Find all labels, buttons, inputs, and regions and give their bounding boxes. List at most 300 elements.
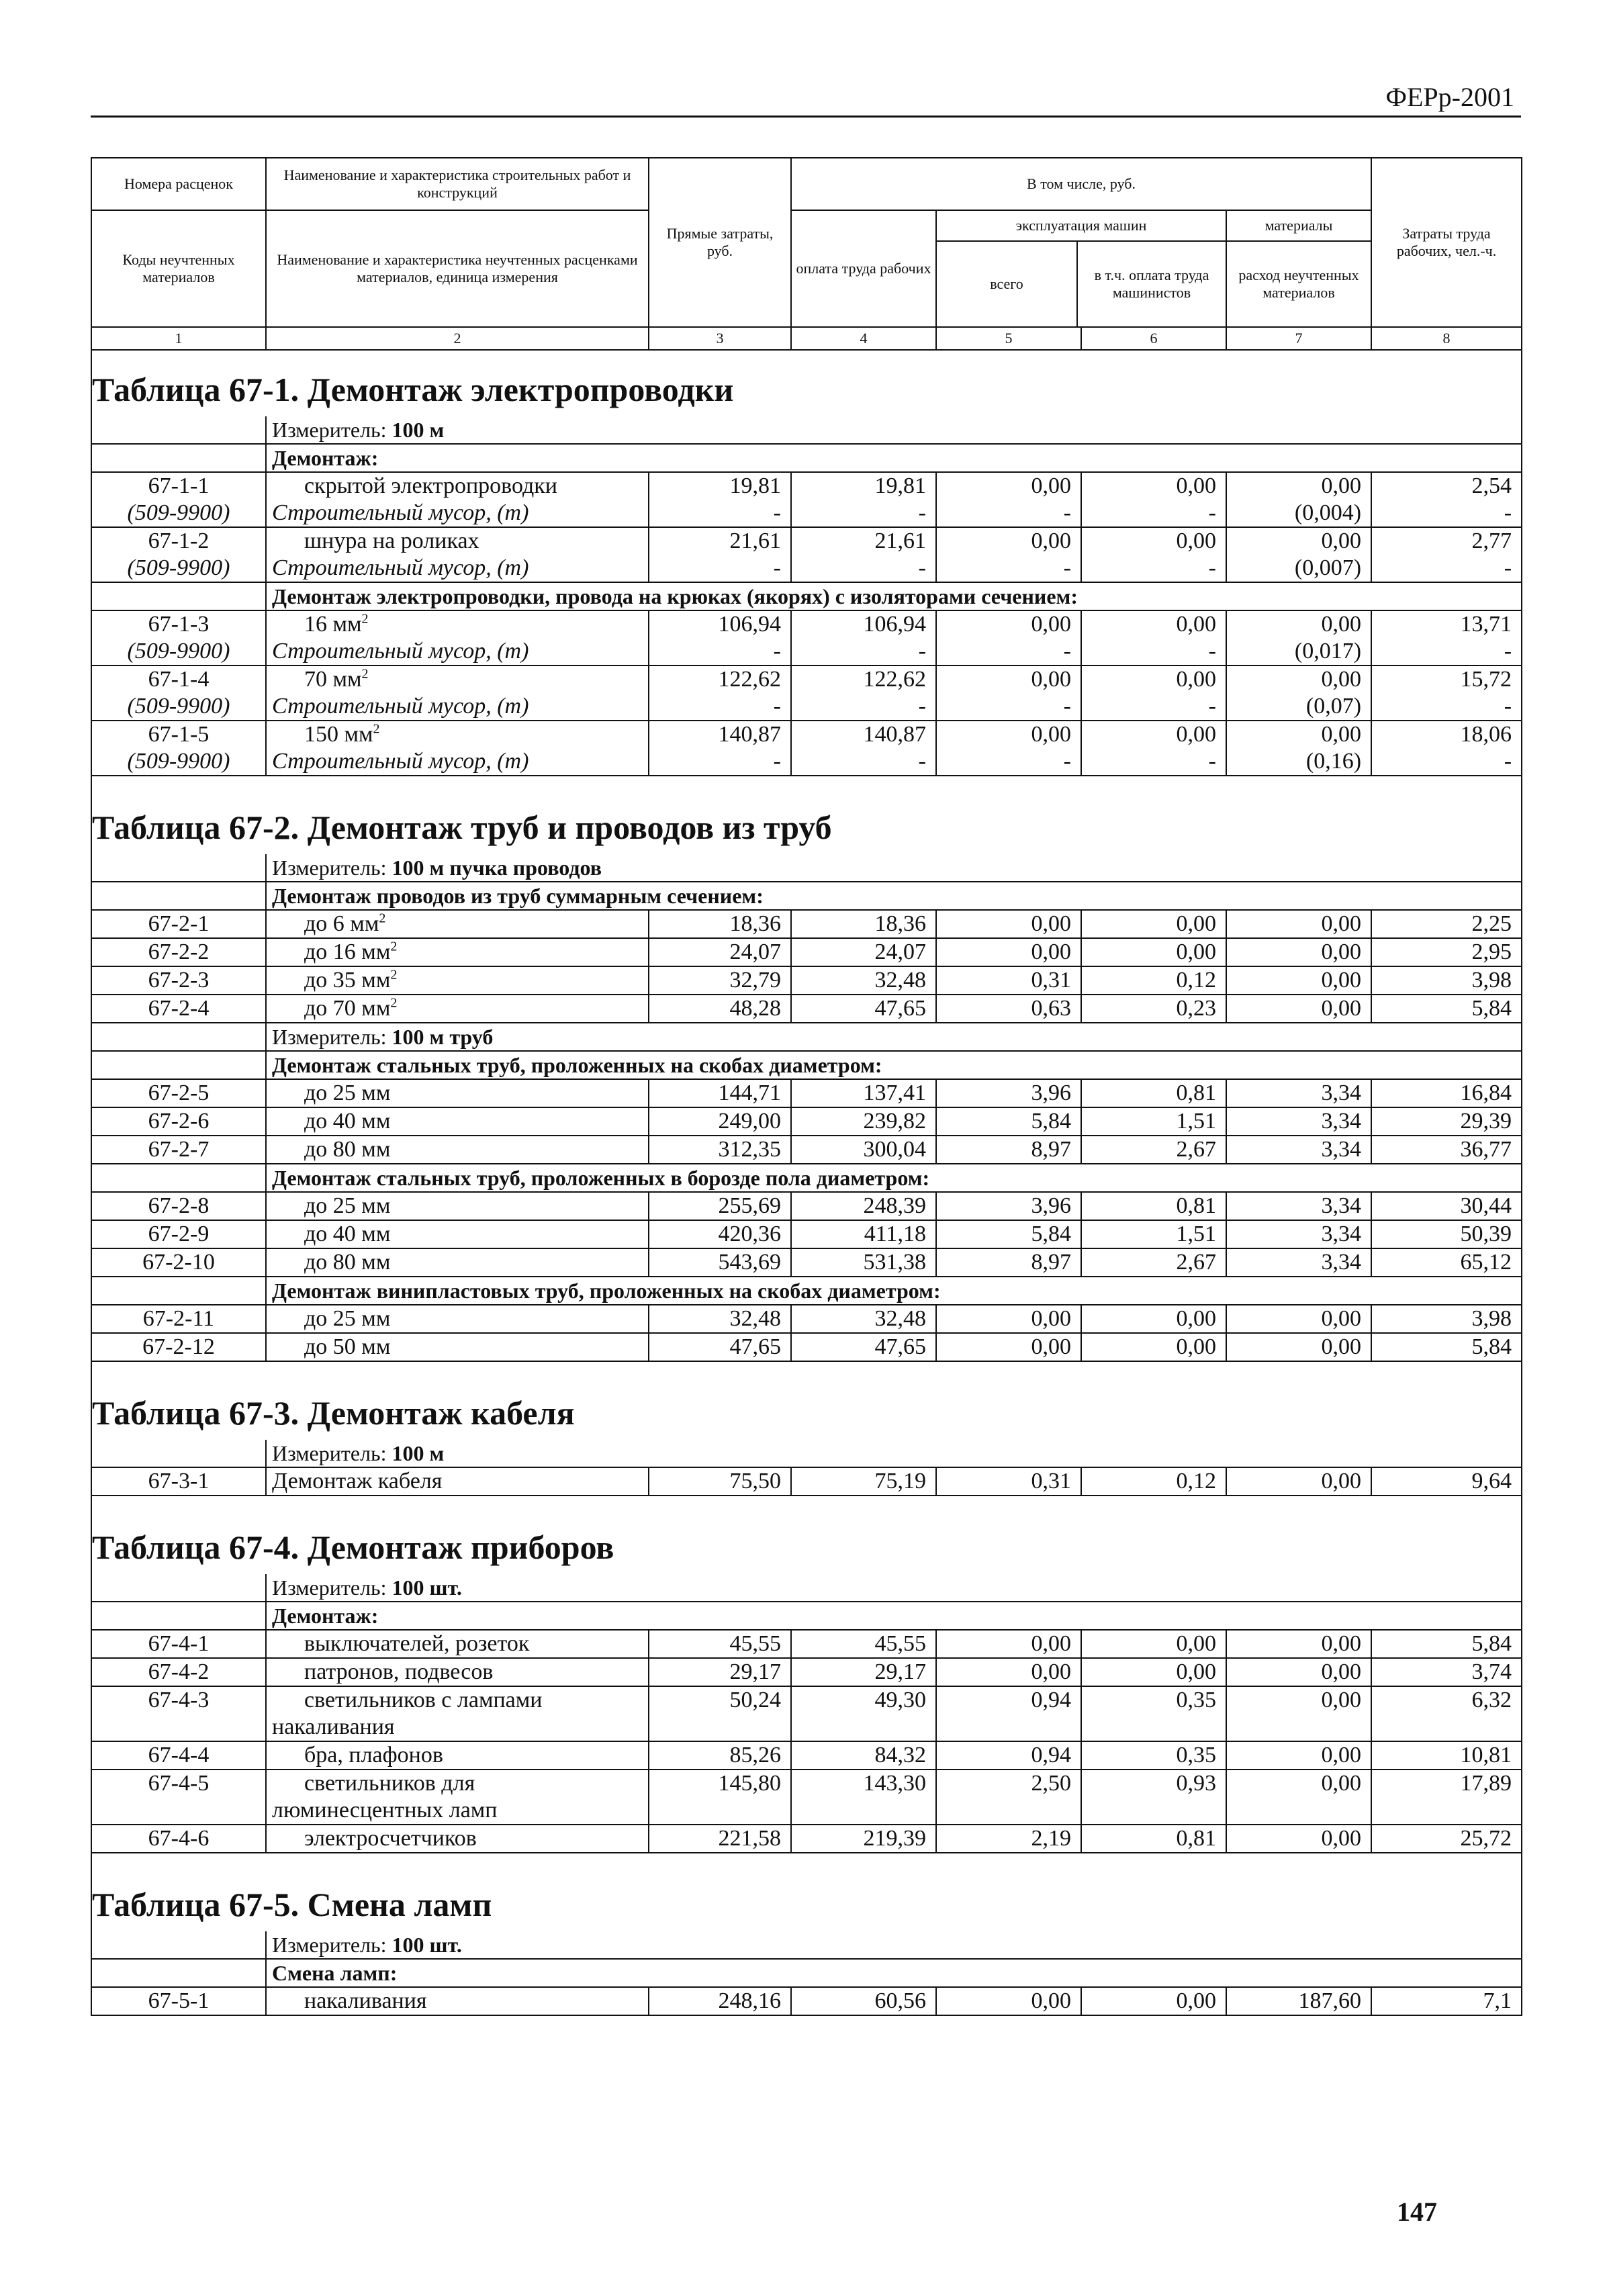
measure-row xyxy=(91,1440,1522,1467)
measure-spacer xyxy=(91,1440,266,1467)
labor-hours: 16,84 xyxy=(1371,1079,1522,1107)
labor-hours: 17,89 xyxy=(1371,1770,1522,1825)
column-number: 7 xyxy=(1226,327,1371,350)
measure-value: 100 шт. xyxy=(392,1933,462,1957)
machines-total: 2,50 xyxy=(936,1770,1081,1825)
labor-pay: 75,19 xyxy=(791,1467,936,1496)
measure-label: Измеритель: xyxy=(272,1933,387,1957)
work-name-text: до 70 мм xyxy=(304,996,391,1021)
material-name: Строительный мусор, (т) xyxy=(266,638,649,665)
table-row xyxy=(91,1136,1522,1164)
work-name xyxy=(266,1825,649,1853)
direct-cost: 122,62 xyxy=(649,665,791,693)
machines-total: 0,00 xyxy=(936,1987,1081,2015)
work-name xyxy=(266,938,649,966)
material-machines-total: - xyxy=(936,748,1081,776)
labor-pay: 106,94 xyxy=(791,610,936,638)
rate-code: 67-2-1 xyxy=(91,910,266,938)
labor-hours: 5,84 xyxy=(1371,1333,1522,1361)
subheader: Демонтаж стальных труб, проложенных на скобах диаметром: xyxy=(266,1051,1522,1079)
materials: 3,34 xyxy=(1226,1220,1371,1248)
material-row xyxy=(91,748,1522,776)
material-machinist-pay: - xyxy=(1081,500,1226,527)
materials: 0,00 xyxy=(1226,1825,1371,1853)
work-name-text: 150 мм xyxy=(304,722,373,747)
work-name-text: до 80 мм xyxy=(304,1137,391,1162)
machinist-pay: 2,67 xyxy=(1081,1248,1226,1277)
table-row xyxy=(91,1770,1522,1825)
table-row xyxy=(91,1220,1522,1248)
labor-hours: 7,1 xyxy=(1371,1987,1522,2015)
subheader: Демонтаж винипластовых труб, проложенных на скобах диаметром: xyxy=(266,1277,1522,1305)
machinist-pay: 0,00 xyxy=(1081,938,1226,966)
labor-hours: 3,74 xyxy=(1371,1658,1522,1686)
materials: 0,00 xyxy=(1226,1333,1371,1361)
section-title-row xyxy=(91,788,1522,854)
work-name xyxy=(266,1987,649,2015)
work-name xyxy=(266,910,649,938)
direct-cost: 19,81 xyxy=(649,472,791,500)
material-materials: (0,07) xyxy=(1226,693,1371,721)
rate-code: 67-2-5 xyxy=(91,1079,266,1107)
materials: 3,34 xyxy=(1226,1192,1371,1220)
materials: 0,00 xyxy=(1226,665,1371,693)
machines-total: 5,84 xyxy=(936,1220,1081,1248)
machines-total: 0,94 xyxy=(936,1741,1081,1770)
header-col1-bottom: Коды неучтенных материалов xyxy=(91,210,266,327)
material-machines-total: - xyxy=(936,555,1081,582)
table-row xyxy=(91,1079,1522,1107)
table-row xyxy=(91,966,1522,995)
work-name-text: до 50 мм xyxy=(304,1334,391,1359)
machines-total: 0,31 xyxy=(936,966,1081,995)
direct-cost: 248,16 xyxy=(649,1987,791,2015)
work-name-text: скрытой электропроводки xyxy=(304,473,557,498)
machines-total: 0,00 xyxy=(936,910,1081,938)
machinist-pay: 0,00 xyxy=(1081,472,1226,500)
subheader: Демонтаж проводов из труб суммарным сечением: xyxy=(266,882,1522,910)
material-materials: (0,16) xyxy=(1226,748,1371,776)
machinist-pay: 1,51 xyxy=(1081,1220,1226,1248)
material-direct-cost: - xyxy=(649,693,791,721)
document-code: ФЕРр-2001 xyxy=(1385,82,1514,112)
labor-pay: 47,65 xyxy=(791,1333,936,1361)
material-labor-pay: - xyxy=(791,555,936,582)
materials: 0,00 xyxy=(1226,910,1371,938)
material-code: (509-9900) xyxy=(91,693,266,721)
materials: 3,34 xyxy=(1226,1079,1371,1107)
table-row xyxy=(91,910,1522,938)
material-code: (509-9900) xyxy=(91,748,266,776)
material-row xyxy=(91,555,1522,582)
materials: 187,60 xyxy=(1226,1987,1371,2015)
section-title: Таблица 67-2. Демонтаж труб и проводов из труб xyxy=(91,788,1522,854)
machinist-pay: 0,12 xyxy=(1081,1467,1226,1496)
machinist-pay: 0,81 xyxy=(1081,1192,1226,1220)
rate-code: 67-2-12 xyxy=(91,1333,266,1361)
labor-pay: 32,48 xyxy=(791,966,936,995)
section-title: Таблица 67-3. Демонтаж кабеля xyxy=(91,1374,1522,1440)
machines-total: 3,96 xyxy=(936,1192,1081,1220)
direct-cost: 543,69 xyxy=(649,1248,791,1277)
table-row xyxy=(91,1658,1522,1686)
machines-total: 0,00 xyxy=(936,1305,1081,1333)
spacer-cell xyxy=(91,776,1522,788)
material-direct-cost: - xyxy=(649,748,791,776)
column-numbers-row xyxy=(91,327,1522,350)
work-name-text: до 25 мм xyxy=(304,1306,391,1331)
subheader-spacer xyxy=(91,1277,266,1305)
machinist-pay: 0,23 xyxy=(1081,995,1226,1023)
work-name xyxy=(266,1770,649,1825)
unit-exponent: 2 xyxy=(390,995,398,1011)
subheader-spacer xyxy=(91,582,266,610)
unit-exponent: 2 xyxy=(379,911,386,926)
materials: 0,00 xyxy=(1226,721,1371,748)
materials: 3,34 xyxy=(1226,1136,1371,1164)
unit-exponent: 2 xyxy=(373,721,380,737)
labor-hours: 15,72 xyxy=(1371,665,1522,693)
work-name-text: 70 мм xyxy=(304,667,362,692)
material-name: Строительный мусор, (т) xyxy=(266,500,649,527)
direct-cost: 29,17 xyxy=(649,1658,791,1686)
subheader-row xyxy=(91,582,1522,610)
column-number: 2 xyxy=(266,327,649,350)
work-name-text: шнура на роликах xyxy=(304,529,479,553)
direct-cost: 47,65 xyxy=(649,1333,791,1361)
table-row xyxy=(91,1987,1522,2015)
subheader-spacer xyxy=(91,1959,266,1987)
section-title: Таблица 67-4. Демонтаж приборов xyxy=(91,1508,1522,1574)
page-number: 147 xyxy=(1397,2197,1437,2227)
direct-cost: 24,07 xyxy=(649,938,791,966)
work-name-text: до 40 мм xyxy=(304,1222,391,1246)
work-name xyxy=(266,1220,649,1248)
spacer-cell xyxy=(91,1496,1522,1508)
labor-hours: 30,44 xyxy=(1371,1192,1522,1220)
material-machinist-pay: - xyxy=(1081,555,1226,582)
work-name xyxy=(266,1107,649,1136)
labor-hours: 18,06 xyxy=(1371,721,1522,748)
machines-total: 0,00 xyxy=(936,610,1081,638)
measure-label: Измеритель: xyxy=(272,1575,387,1600)
materials: 0,00 xyxy=(1226,472,1371,500)
material-labor-hours: - xyxy=(1371,693,1522,721)
table-row xyxy=(91,1248,1522,1277)
labor-hours: 25,72 xyxy=(1371,1825,1522,1853)
subheader-spacer xyxy=(91,1051,266,1079)
table-body xyxy=(91,350,1522,2015)
table-row xyxy=(91,1305,1522,1333)
measure-label: Измеритель: xyxy=(272,418,387,442)
rate-code: 67-4-3 xyxy=(91,1686,266,1741)
machines-total: 0,94 xyxy=(936,1686,1081,1741)
material-materials: (0,004) xyxy=(1226,500,1371,527)
machines-total: 2,19 xyxy=(936,1825,1081,1853)
material-direct-cost: - xyxy=(649,638,791,665)
machinist-pay: 0,12 xyxy=(1081,966,1226,995)
table-row xyxy=(91,472,1522,500)
materials: 3,34 xyxy=(1226,1107,1371,1136)
header-col1-top: Номера расценок xyxy=(91,158,266,210)
table-row xyxy=(91,1333,1522,1361)
labor-pay: 143,30 xyxy=(791,1770,936,1825)
column-number: 1 xyxy=(91,327,266,350)
direct-cost: 255,69 xyxy=(649,1192,791,1220)
material-row xyxy=(91,638,1522,665)
work-name-text: бра, плафонов xyxy=(304,1743,443,1767)
column-number: 8 xyxy=(1371,327,1522,350)
labor-hours: 2,25 xyxy=(1371,910,1522,938)
materials: 3,34 xyxy=(1226,1248,1371,1277)
work-name xyxy=(266,1192,649,1220)
spacer-cell xyxy=(91,1361,1522,1374)
measure-value: 100 шт. xyxy=(392,1575,462,1600)
labor-pay: 45,55 xyxy=(791,1630,936,1658)
subheader-spacer xyxy=(91,444,266,472)
machines-total: 0,31 xyxy=(936,1467,1081,1496)
machinist-pay: 0,00 xyxy=(1081,1630,1226,1658)
work-name-text: до 35 мм xyxy=(304,968,391,993)
section-spacer xyxy=(91,776,1522,788)
labor-pay: 122,62 xyxy=(791,665,936,693)
labor-hours: 6,32 xyxy=(1371,1686,1522,1741)
material-machinist-pay: - xyxy=(1081,748,1226,776)
subheader-row xyxy=(91,1277,1522,1305)
direct-cost: 32,79 xyxy=(649,966,791,995)
table-row xyxy=(91,527,1522,555)
machinist-pay: 0,00 xyxy=(1081,910,1226,938)
material-labor-pay: - xyxy=(791,500,936,527)
section-title-row xyxy=(91,1508,1522,1574)
rate-code: 67-2-3 xyxy=(91,966,266,995)
direct-cost: 144,71 xyxy=(649,1079,791,1107)
spacer-cell xyxy=(91,1853,1522,1866)
section-title: Таблица 67-5. Смена ламп xyxy=(91,1866,1522,1931)
subheader: Демонтаж стальных труб, проложенных в борозде пола диаметром: xyxy=(266,1164,1522,1192)
machines-total: 3,96 xyxy=(936,1079,1081,1107)
labor-hours: 36,77 xyxy=(1371,1136,1522,1164)
table-row xyxy=(91,1825,1522,1853)
measure-cell xyxy=(266,1574,1522,1602)
subheader: Демонтаж: xyxy=(266,444,1522,472)
work-name-text: до 25 мм xyxy=(304,1193,391,1218)
work-name-text: накаливания xyxy=(304,1988,427,2013)
section-spacer xyxy=(91,1361,1522,1374)
material-materials: (0,007) xyxy=(1226,555,1371,582)
labor-hours: 10,81 xyxy=(1371,1741,1522,1770)
materials: 0,00 xyxy=(1226,1741,1371,1770)
material-code: (509-9900) xyxy=(91,555,266,582)
rate-code: 67-1-1 xyxy=(91,472,266,500)
measure-spacer xyxy=(91,1023,266,1051)
labor-hours: 50,39 xyxy=(1371,1220,1522,1248)
labor-hours: 2,77 xyxy=(1371,527,1522,555)
machinist-pay: 0,00 xyxy=(1081,1658,1226,1686)
material-row xyxy=(91,500,1522,527)
machines-total: 0,63 xyxy=(936,995,1081,1023)
measure-value: 100 м пучка проводов xyxy=(392,856,602,880)
table-row xyxy=(91,1107,1522,1136)
rates-sheet xyxy=(91,157,1521,2016)
header-machines-cell xyxy=(936,210,1226,327)
machinist-pay: 0,81 xyxy=(1081,1079,1226,1107)
subheader: Смена ламп: xyxy=(266,1959,1522,1987)
material-labor-hours: - xyxy=(1371,500,1522,527)
machinist-pay: 1,51 xyxy=(1081,1107,1226,1136)
subheader: Демонтаж электропроводки, провода на крюках (якорях) с изоляторами сечением: xyxy=(266,582,1522,610)
material-name: Строительный мусор, (т) xyxy=(266,555,649,582)
machines-total: 0,00 xyxy=(936,721,1081,748)
labor-pay: 24,07 xyxy=(791,938,936,966)
work-name-text: до 6 мм xyxy=(304,911,379,936)
unit-exponent: 2 xyxy=(361,666,369,682)
rate-code: 67-2-11 xyxy=(91,1305,266,1333)
unit-exponent: 2 xyxy=(361,611,369,627)
header-col2-bottom: Наименование и характеристика неучтенных расценками материалов, единица измерения xyxy=(266,210,649,327)
machines-total: 0,00 xyxy=(936,1333,1081,1361)
rate-code: 67-2-2 xyxy=(91,938,266,966)
measure-cell xyxy=(266,416,1522,444)
header-col2-top: Наименование и характеристика строительных работ и конструкций xyxy=(266,158,649,210)
labor-pay: 531,38 xyxy=(791,1248,936,1277)
measure-cell xyxy=(266,1023,1522,1051)
measure-row xyxy=(91,1931,1522,1959)
labor-hours: 3,98 xyxy=(1371,1305,1522,1333)
rate-code: 67-4-5 xyxy=(91,1770,266,1825)
labor-pay: 84,32 xyxy=(791,1741,936,1770)
work-name xyxy=(266,995,649,1023)
direct-cost: 85,26 xyxy=(649,1741,791,1770)
materials: 0,00 xyxy=(1226,938,1371,966)
direct-cost: 221,58 xyxy=(649,1825,791,1853)
section-spacer xyxy=(91,1853,1522,1866)
work-name xyxy=(266,1630,649,1658)
subheader-spacer xyxy=(91,882,266,910)
column-number: 4 xyxy=(791,327,936,350)
subheader-row xyxy=(91,1051,1522,1079)
labor-hours: 5,84 xyxy=(1371,995,1522,1023)
header-group: В том числе, руб. xyxy=(791,158,1371,210)
header-materials: материалы xyxy=(1227,211,1371,242)
materials: 0,00 xyxy=(1226,1630,1371,1658)
column-number: 6 xyxy=(1081,327,1226,350)
work-name xyxy=(266,966,649,995)
labor-pay: 47,65 xyxy=(791,995,936,1023)
labor-pay: 411,18 xyxy=(791,1220,936,1248)
direct-cost: 48,28 xyxy=(649,995,791,1023)
machinist-pay: 0,00 xyxy=(1081,527,1226,555)
rate-code: 67-2-7 xyxy=(91,1136,266,1164)
labor-hours: 2,95 xyxy=(1371,938,1522,966)
work-name xyxy=(266,1136,649,1164)
labor-hours: 9,64 xyxy=(1371,1467,1522,1496)
machinist-pay: 0,00 xyxy=(1081,721,1226,748)
labor-hours: 65,12 xyxy=(1371,1248,1522,1277)
rate-code: 67-2-10 xyxy=(91,1248,266,1277)
measure-label: Измеритель: xyxy=(272,1441,387,1465)
table-row xyxy=(91,1686,1522,1741)
measure-cell xyxy=(266,1440,1522,1467)
direct-cost: 45,55 xyxy=(649,1630,791,1658)
labor-pay: 137,41 xyxy=(791,1079,936,1107)
work-name xyxy=(266,527,649,555)
column-number: 5 xyxy=(936,327,1081,350)
subheader-row xyxy=(91,882,1522,910)
labor-hours: 2,54 xyxy=(1371,472,1522,500)
work-name-continued: люминесцентных ламп xyxy=(272,1798,498,1823)
work-name-text: светильников для xyxy=(304,1771,475,1796)
work-name xyxy=(266,1658,649,1686)
header-col6: в т.ч. оплата труда машинистов xyxy=(1094,267,1209,301)
material-direct-cost: - xyxy=(649,555,791,582)
direct-cost: 21,61 xyxy=(649,527,791,555)
labor-hours: 29,39 xyxy=(1371,1107,1522,1136)
measure-label: Измеритель: xyxy=(272,1025,387,1049)
material-code: (509-9900) xyxy=(91,638,266,665)
table-row xyxy=(91,1741,1522,1770)
material-labor-pay: - xyxy=(791,693,936,721)
measure-cell xyxy=(266,1931,1522,1959)
material-row xyxy=(91,693,1522,721)
measure-value: 100 м труб xyxy=(392,1025,494,1049)
material-machinist-pay: - xyxy=(1081,638,1226,665)
section-title-row xyxy=(91,1866,1522,1931)
machinist-pay: 0,35 xyxy=(1081,1686,1226,1741)
direct-cost: 75,50 xyxy=(649,1467,791,1496)
labor-hours: 13,71 xyxy=(1371,610,1522,638)
labor-pay: 140,87 xyxy=(791,721,936,748)
header-machines: эксплуатация машин xyxy=(937,211,1226,242)
work-name-text: 16 мм xyxy=(304,612,362,637)
material-labor-hours: - xyxy=(1371,555,1522,582)
table-row xyxy=(91,721,1522,748)
machinist-pay: 0,35 xyxy=(1081,1741,1226,1770)
section-spacer xyxy=(91,1496,1522,1508)
measure-value: 100 м xyxy=(392,1441,445,1465)
rate-code: 67-3-1 xyxy=(91,1467,266,1496)
work-name xyxy=(266,1467,649,1496)
work-name-text: до 25 мм xyxy=(304,1081,391,1105)
section-title-row xyxy=(91,350,1522,416)
work-name-text: электросчетчиков xyxy=(304,1826,477,1851)
subheader-row xyxy=(91,1959,1522,1987)
machinist-pay: 0,81 xyxy=(1081,1825,1226,1853)
direct-cost: 32,48 xyxy=(649,1305,791,1333)
material-machinist-pay: - xyxy=(1081,693,1226,721)
rate-code: 67-2-4 xyxy=(91,995,266,1023)
subheader: Демонтаж: xyxy=(266,1602,1522,1630)
direct-cost: 18,36 xyxy=(649,910,791,938)
material-machines-total: - xyxy=(936,500,1081,527)
direct-cost: 249,00 xyxy=(649,1107,791,1136)
labor-pay: 49,30 xyxy=(791,1686,936,1741)
measure-row xyxy=(91,854,1522,882)
subheader-spacer xyxy=(91,1602,266,1630)
machinist-pay: 0,00 xyxy=(1081,665,1226,693)
work-name xyxy=(266,1333,649,1361)
table-row xyxy=(91,1467,1522,1496)
labor-pay: 29,17 xyxy=(791,1658,936,1686)
rate-code: 67-2-6 xyxy=(91,1107,266,1136)
header-col3: Прямые затраты, руб. xyxy=(649,158,791,327)
materials: 0,00 xyxy=(1226,966,1371,995)
labor-hours: 3,98 xyxy=(1371,966,1522,995)
header-materials-cell xyxy=(1226,210,1371,327)
labor-pay: 21,61 xyxy=(791,527,936,555)
measure-spacer xyxy=(91,1931,266,1959)
column-number: 3 xyxy=(649,327,791,350)
